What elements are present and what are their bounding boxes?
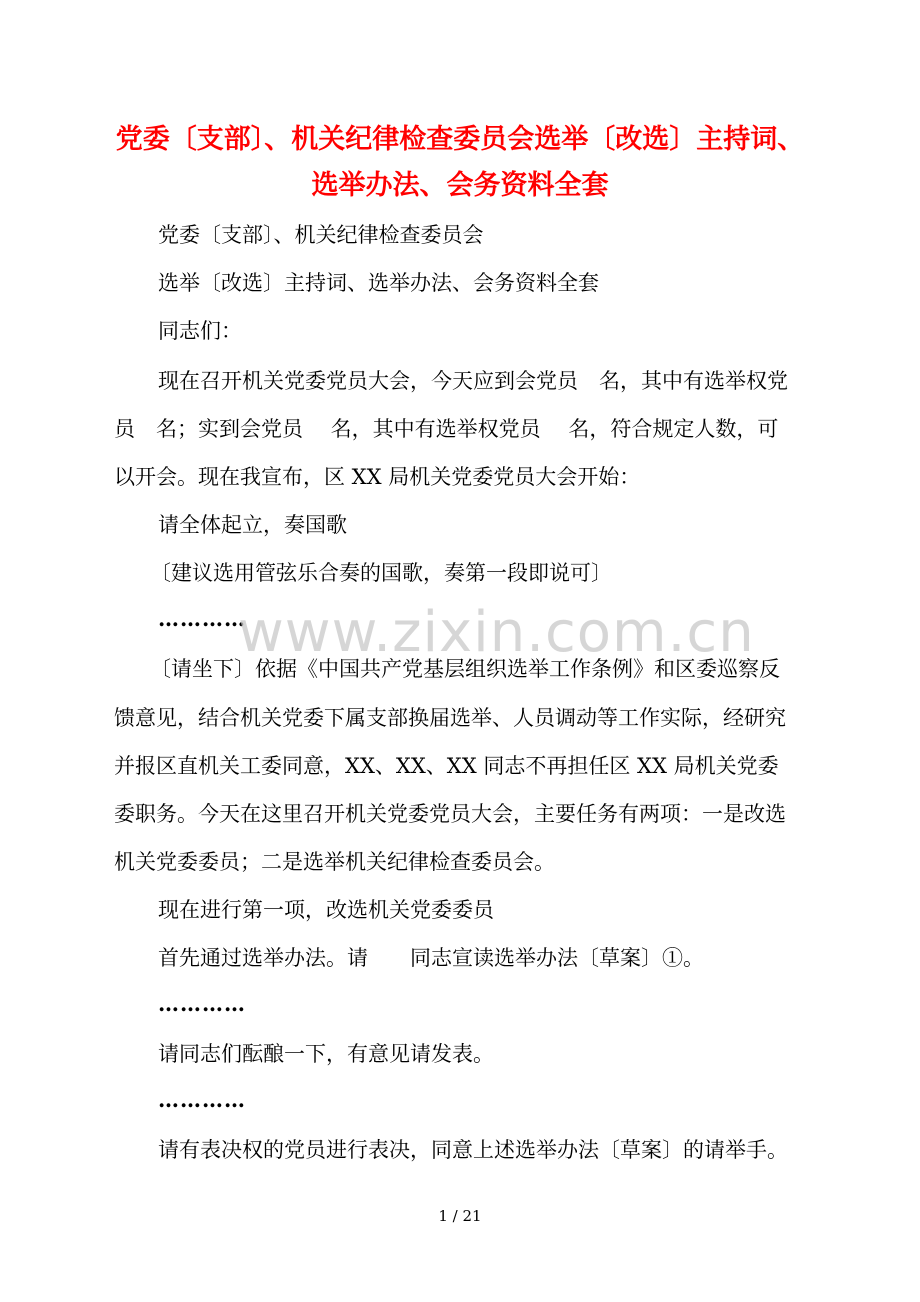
paragraph-line: 〔建议选用管弦乐合奏的国歌，奏第一段即说可〕 — [150, 561, 612, 585]
paragraph-line: 员 名；实到会党员 名，其中有选举权党员 名，符合规定人数，可 — [114, 417, 779, 441]
paragraph-line: 现在召开机关党委党员大会，今天应到会党员 名，其中有选举权党 — [158, 369, 788, 393]
paragraph-line: 请同志们酝酿一下，有意见请发表。 — [158, 1042, 494, 1066]
paragraph-line: 馈意见，结合机关党委下属支部换届选举、人员调动等工作实际，经研究 — [114, 706, 786, 730]
ellipsis-marker: ………… — [158, 606, 246, 631]
paragraph-line: 请有表决权的党员进行表决，同意上述选举办法〔草案〕的请举手。 — [158, 1138, 788, 1162]
paragraph-line: 委职务。今天在这里召开机关党委党员大会，主要任务有两项：一是改选 — [114, 802, 786, 826]
paragraph-line: 〔请坐下〕依据《中国共产党基层组织选举工作条例》和区委巡察反 — [150, 657, 780, 681]
ellipsis-marker: ………… — [158, 991, 246, 1016]
document-title-line-1: 党委〔支部〕、机关纪律检查委员会选举〔改选〕主持词、 — [115, 124, 805, 155]
paragraph-salutation: 同志们： — [158, 319, 242, 343]
ellipsis-marker: ………… — [158, 1087, 246, 1112]
paragraph-line: 机关党委委员；二是选举机关纪律检查委员会。 — [114, 850, 555, 874]
paragraph-subtitle-1: 党委〔支部〕、机关纪律检查委员会 — [158, 223, 484, 247]
paragraph-line: 请全体起立，奏国歌 — [158, 513, 347, 537]
paragraph-line: 现在进行第一项，改选机关党委委员 — [158, 898, 494, 922]
watermark-text: www.zixin.com.cn — [238, 600, 755, 665]
document-title-line-2: 选举办法、会务资料全套 — [311, 170, 609, 201]
paragraph-line: 首先通过选举办法。请 同志宣读选举办法〔草案〕①。 — [158, 946, 704, 970]
paragraph-line: 以开会。现在我宣布，区 XX 局机关党委党员大会开始： — [114, 465, 641, 489]
paragraph-line: 并报区直机关工委同意，XX、XX、XX 同志不再担任区 XX 局机关党委 — [114, 754, 779, 778]
paragraph-subtitle-2: 选举〔改选〕主持词、选举办法、会务资料全套 — [158, 271, 599, 295]
page-indicator: 1 / 21 — [438, 1207, 482, 1225]
